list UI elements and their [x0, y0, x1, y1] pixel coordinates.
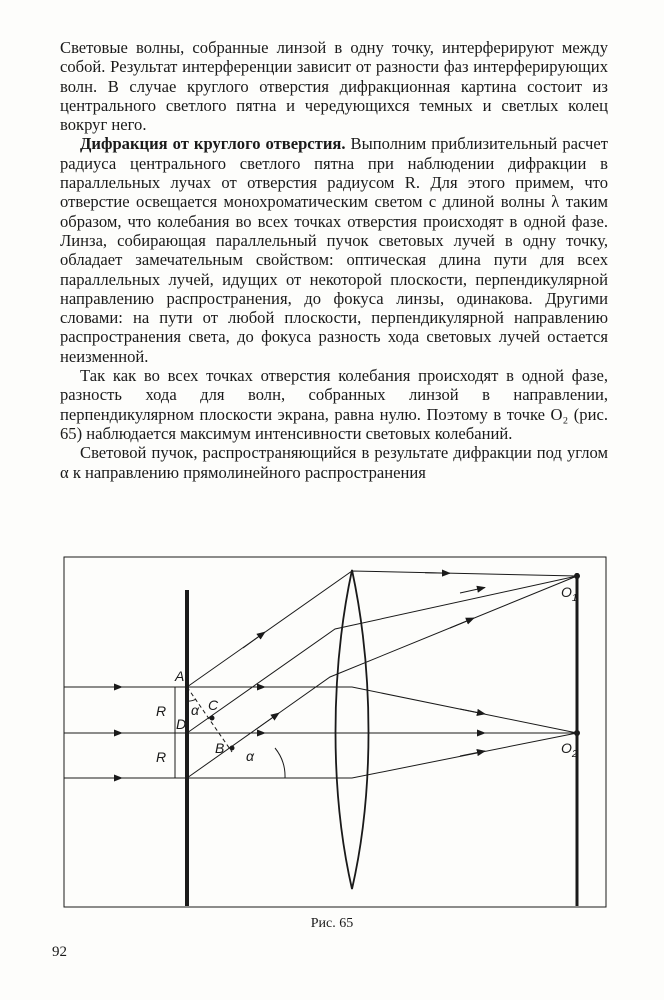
paragraph-2-body: Выполним приблизительный расчет радиуса центрального светлого пятна при наблюдении дифракции в параллельных лучах от отверстия радиусом R. Для этого примем, что отверстие освещается монохроматическим светом с длиной волны λ таким образом, что колебания во всех точках отверстия происходят в одной фазе. Линза, собирающая параллельный пучок световых лучей в одну точку, обладает замечательным свойством: оптическая длина пути для всех параллельных лучей, идущих от некоторой плоскости, перпендикулярной направлению распространения, до фокуса линзы, одинакова. Другими словами: на пути от любой плоскости, перпендикулярной направлению распространения света, до фокуса разность хода световых лучей остается неизменной. [60, 134, 608, 366]
body-text [60, 38, 608, 482]
label-B: B [215, 740, 225, 756]
paragraph-2 [60, 134, 608, 366]
label-R-top: R [156, 703, 167, 719]
figure-65 [60, 553, 610, 913]
label-C: C [208, 697, 219, 713]
section-heading: Дифракция от круглого отверстия. [80, 134, 346, 154]
paragraph-1: Световые волны, собранные линзой в одну точку, интерферируют между собой. Результат интерференции зависит от разности фаз интерферирующих волн. В случае круглого отверстия дифракционная картина состоит из центрального светлого пятна и чередующихся темных и светлых колец вокруг него. [60, 38, 608, 135]
paragraph-4: Световой пучок, распространяющийся в результате дифракции под углом α к направлению прямолинейного распространения [60, 443, 608, 482]
diffracted-ray-bottom-arrow-2 [450, 618, 474, 628]
point-C [210, 716, 215, 721]
lens [336, 570, 369, 889]
straight-ray-top-arrow-2 [460, 709, 485, 714]
paragraph-3: Так как во всех точках отверстия колебания происходят в одной фазе, разность хода для волн, собранных линзой в направлении, перпендикулярном плоскости экрана, равна нулю. Поэтому в точке O₂ (рис. 65) наблюдается максимум интенсивности световых колебаний. [60, 366, 608, 443]
label-D: D [176, 716, 187, 732]
point-B [230, 746, 235, 751]
label-alpha-large: α [246, 748, 254, 764]
label-A: A [175, 668, 185, 684]
focal-point-O2 [574, 730, 580, 736]
diffracted-ray-bottom-arrow [255, 713, 279, 730]
figure-caption: Рис. 65 [310, 916, 354, 931]
angle-arc-large [275, 748, 285, 778]
label-O2: $O_2$ [561, 740, 578, 760]
diffracted-ray-top-arrow [243, 632, 265, 648]
diffraction-diagram [60, 553, 610, 913]
diffracted-ray-middle-arrow [460, 588, 485, 594]
focal-point-O1 [574, 573, 580, 579]
label-R-bottom: R [156, 749, 167, 765]
straight-ray-top [187, 687, 577, 733]
page-number: 92 [52, 944, 67, 960]
label-alpha-small: α [191, 702, 199, 718]
label-O1: $O_1$ [561, 584, 578, 604]
straight-ray-bottom-arrow [460, 751, 485, 756]
diffracted-ray-top-arrow-2 [425, 573, 450, 574]
